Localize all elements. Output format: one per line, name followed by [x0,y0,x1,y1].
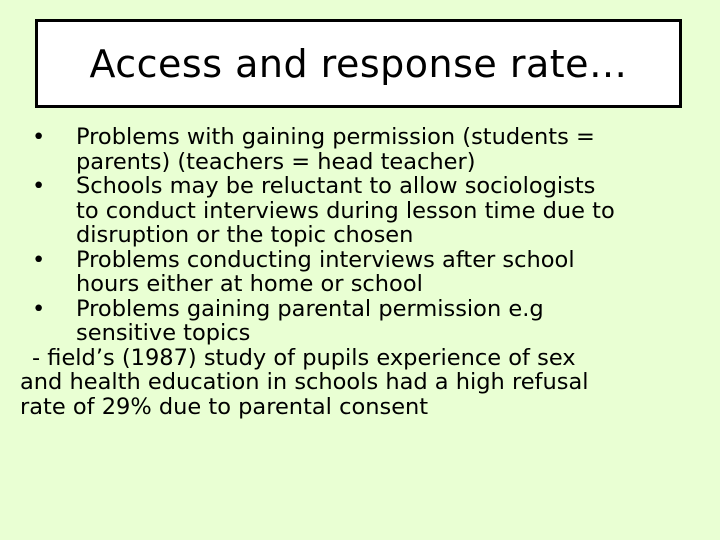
bullet-line: Problems with gaining permission (students = [76,124,595,150]
trailing-line: rate of 29% due to parental consent [20,393,429,420]
slide-body [20,125,710,419]
slide-title: Access and response rate… [89,41,628,86]
trailing-line: - field’s (1987) study of pupils experience of sex [32,344,576,371]
title-box [35,19,682,108]
bullet-line: disruption or the topic chosen [76,222,414,248]
bullet-line: parents) (teachers = head teacher) [76,148,476,175]
bullet-line: Schools may be reluctant to allow sociologists [76,173,596,199]
bullet-item [20,174,710,248]
bullet-list [20,125,710,346]
trailing-paragraph [20,346,710,420]
bullet-item [20,125,710,174]
bullet-line: Problems gaining parental permission e.g [76,295,544,322]
bullet-icon: • [32,173,46,199]
trailing-line: and health education in schools had a high refusal [20,369,589,395]
bullet-line: hours either at home or school [76,271,423,297]
bullet-icon: • [32,246,46,273]
bullet-line: to conduct interviews during lesson time due to [76,197,615,224]
bullet-item [20,297,710,346]
bullet-line: sensitive topics [76,320,251,346]
bullet-item [20,248,710,297]
bullet-line: Problems conducting interviews after school [76,246,575,273]
bullet-icon: • [32,124,46,150]
bullet-icon: • [32,295,46,322]
